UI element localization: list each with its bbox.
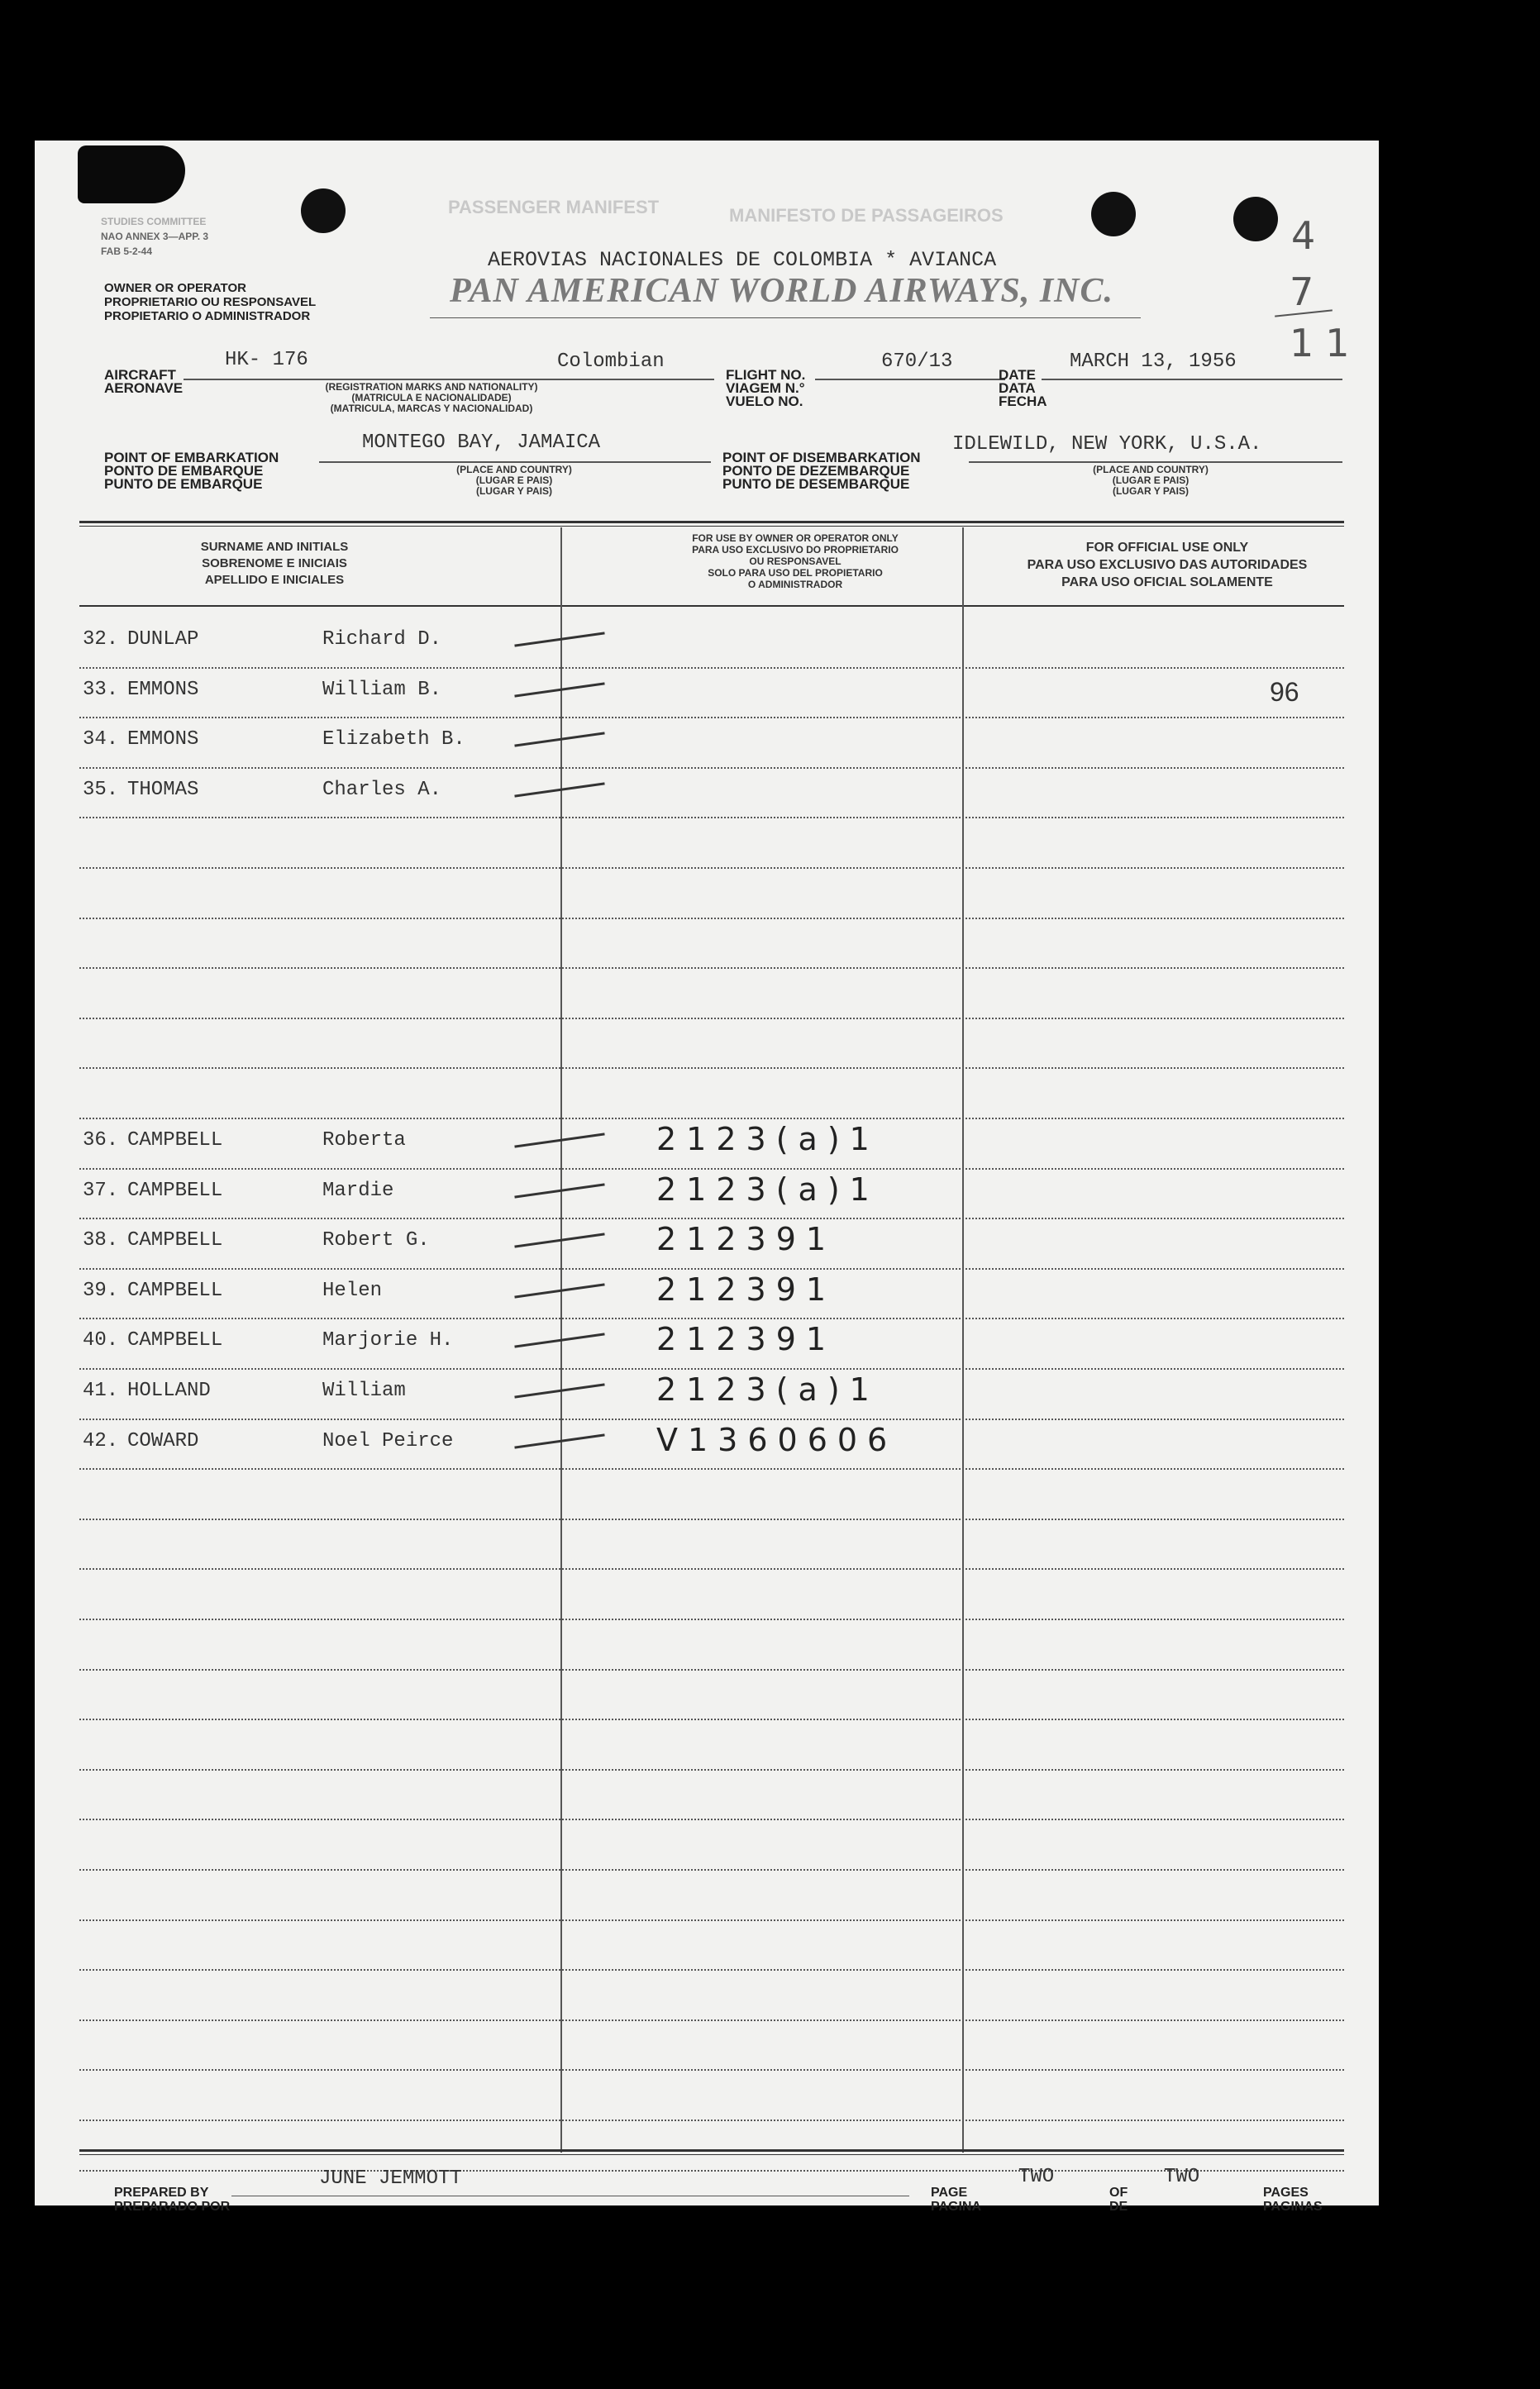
passenger-given-name: William B. xyxy=(322,679,442,701)
date-label: DATE DATA FECHA xyxy=(999,367,1047,409)
passenger-given-name: Charles A. xyxy=(322,779,442,801)
check-mark xyxy=(514,682,604,697)
col-header-names: SURNAME AND INITIALS SOBRENOME E INICIAIS APELLIDO E INICIALES xyxy=(200,540,349,587)
passenger-surname: DUNLAP xyxy=(127,628,199,651)
corner-mark: 4 xyxy=(1291,213,1326,258)
faded-title: MANIFESTO DE PASSAGEIROS xyxy=(729,205,1004,226)
operator-code: 2123(a)1 xyxy=(656,1371,880,1408)
table-bottom-rule-2 xyxy=(79,2154,1344,2155)
passenger-number: 37. xyxy=(83,1180,119,1202)
passenger-surname: THOMAS xyxy=(127,779,199,801)
passenger-number: 33. xyxy=(83,679,119,701)
ruled-line xyxy=(79,817,1344,818)
embarkation-label: POINT OF EMBARKATION PONTO DE EMBARQUE PUNTO DE EMBARQUE xyxy=(104,450,279,492)
page-label: PAGE PAGINA xyxy=(931,2186,982,2214)
aircraft-rule xyxy=(184,379,714,380)
ruled-line xyxy=(79,1568,1344,1570)
owner-label: OWNER OR OPERATOR PROPRIETARIO OU RESPONSAVEL PROPIETARIO O ADMINISTRADOR xyxy=(104,281,317,323)
ruled-line xyxy=(79,667,1344,669)
ruled-line xyxy=(79,918,1344,919)
pages-label: PAGES PAGINAS xyxy=(1263,2186,1323,2214)
col-header-official: FOR OFFICIAL USE ONLY PARA USO EXCLUSIVO DAS AUTORIDADES PARA USO OFICIAL SOLAMENTE xyxy=(1027,541,1308,589)
flight-number: 670/13 xyxy=(881,350,953,373)
passenger-given-name: Marjorie H. xyxy=(322,1329,454,1352)
corner-mark: 7 xyxy=(1290,269,1324,314)
ruled-line xyxy=(79,2120,1344,2121)
operator-code: 2123(a)1 xyxy=(656,1171,880,1208)
operator-code: 212391 xyxy=(656,1221,837,1257)
check-mark xyxy=(514,1283,604,1298)
table-top-rule xyxy=(79,521,1344,523)
official-mark: 96 xyxy=(1270,677,1299,707)
passenger-given-name: Elizabeth B. xyxy=(322,728,465,751)
check-mark xyxy=(514,1133,604,1147)
committee-line: FAB 5-2-44 xyxy=(101,246,153,257)
corner-mark: 11 xyxy=(1290,321,1361,365)
registration-caption: (REGISTRATION MARKS AND NATIONALITY) (MATRICULA E NACIONALIDADE) (MATRICULA, MARCAS Y NACIONALIDAD) xyxy=(325,381,538,414)
date-rule xyxy=(1042,379,1342,380)
disembarkation-rule xyxy=(969,461,1342,463)
ruled-line xyxy=(79,2170,1344,2172)
committee-line: STUDIES COMMITTEE xyxy=(101,216,207,227)
torn-corner xyxy=(78,145,185,203)
passenger-given-name: Helen xyxy=(322,1280,383,1302)
ruled-line xyxy=(79,1067,1344,1069)
table-top-rule-2 xyxy=(79,526,1344,527)
ruled-line xyxy=(79,1969,1344,1971)
table-bottom-rule xyxy=(79,2149,1344,2152)
operator-code: V1360606 xyxy=(656,1422,898,1458)
passenger-surname: HOLLAND xyxy=(127,1380,211,1402)
operator-code: 212391 xyxy=(656,1271,837,1308)
passenger-given-name: Robert G. xyxy=(322,1229,430,1252)
passenger-surname: CAMPBELL xyxy=(127,1280,223,1302)
check-mark xyxy=(514,1233,604,1247)
check-mark xyxy=(514,632,604,646)
owner-rule xyxy=(430,317,1141,318)
passenger-number: 34. xyxy=(83,728,119,751)
ruled-line xyxy=(79,967,1344,969)
passenger-surname: CAMPBELL xyxy=(127,1180,223,1202)
check-mark xyxy=(514,1183,604,1198)
punch-hole xyxy=(1233,197,1278,241)
ruled-line xyxy=(79,1669,1344,1671)
check-mark xyxy=(514,1433,604,1448)
ruled-line xyxy=(79,1468,1344,1470)
ruled-line xyxy=(79,1218,1344,1219)
header-bottom-rule xyxy=(79,605,1344,607)
check-mark xyxy=(514,1383,604,1398)
ruled-line xyxy=(79,1168,1344,1170)
manifest-sheet xyxy=(35,141,1379,2214)
ruled-line xyxy=(79,1419,1344,1420)
disembarkation-label: POINT OF DISEMBARKATION PONTO DE DEZEMBARQUE PUNTO DE DESEMBARQUE xyxy=(722,450,921,492)
passenger-surname: EMMONS xyxy=(127,728,199,751)
ruled-line xyxy=(79,867,1344,869)
passenger-surname: CAMPBELL xyxy=(127,1329,223,1352)
flight-date: MARCH 13, 1956 xyxy=(1070,350,1237,373)
passenger-number: 41. xyxy=(83,1380,119,1402)
prepared-by: JUNE JEMMOTT xyxy=(319,2167,462,2190)
ruled-line xyxy=(79,2019,1344,2021)
passenger-number: 39. xyxy=(83,1280,119,1302)
passenger-given-name: Richard D. xyxy=(322,628,442,651)
aircraft-registration: HK- 176 xyxy=(225,349,308,371)
passenger-number: 32. xyxy=(83,628,119,651)
ruled-line xyxy=(79,2069,1344,2071)
ruled-line xyxy=(79,1268,1344,1270)
punch-hole xyxy=(301,188,346,233)
aircraft-label: AIRCRAFT AERONAVE xyxy=(104,367,184,396)
ruled-line xyxy=(79,1869,1344,1871)
prepared-label: PREPARED BY PREPARADO POR xyxy=(114,2186,231,2214)
passenger-number: 40. xyxy=(83,1329,119,1352)
flight-rule xyxy=(815,379,1005,380)
ruled-line xyxy=(79,1519,1344,1520)
passenger-given-name: William xyxy=(322,1380,406,1402)
ruled-line xyxy=(79,717,1344,718)
passenger-given-name: Roberta xyxy=(322,1129,406,1152)
check-mark xyxy=(514,782,604,797)
page-number: TWO xyxy=(1018,2166,1055,2188)
passenger-given-name: Mardie xyxy=(322,1180,394,1202)
embarkation-rule xyxy=(319,461,711,463)
check-mark xyxy=(514,1333,604,1347)
page-total: TWO xyxy=(1164,2166,1200,2188)
ruled-line xyxy=(79,1118,1344,1119)
operator-code: 2123(a)1 xyxy=(656,1121,880,1157)
column-divider xyxy=(962,527,964,2153)
ruled-line xyxy=(79,1018,1344,1019)
passenger-number: 38. xyxy=(83,1229,119,1252)
col-header-operator: FOR USE BY OWNER OR OPERATOR ONLY PARA USO EXCLUSIVO DO PROPRIETARIO OU RESPONSAVEL SOLO PARA USO DEL PROPIETARIO O ADMINISTRADOR xyxy=(692,532,899,590)
passenger-number: 35. xyxy=(83,779,119,801)
passenger-number: 36. xyxy=(83,1129,119,1152)
passenger-surname: COWARD xyxy=(127,1430,199,1452)
passenger-number: 42. xyxy=(83,1430,119,1452)
embarkation-caption: (PLACE AND COUNTRY) (LUGAR E PAIS) (LUGAR Y PAIS) xyxy=(456,464,572,497)
of-label: OF DE xyxy=(1109,2186,1128,2214)
disembarkation-point: IDLEWILD, NEW YORK, U.S.A. xyxy=(952,433,1262,455)
faded-title: PASSENGER MANIFEST xyxy=(448,197,660,217)
passenger-given-name: Noel Peirce xyxy=(322,1430,454,1452)
airline-line: AEROVIAS NACIONALES DE COLOMBIA * AVIANCA xyxy=(488,248,997,272)
operator-imprint: PAN AMERICAN WORLD AIRWAYS, INC. xyxy=(450,272,1114,310)
check-mark xyxy=(514,732,604,746)
passenger-surname: EMMONS xyxy=(127,679,199,701)
operator-code: 212391 xyxy=(656,1321,837,1357)
embarkation-point: MONTEGO BAY, JAMAICA xyxy=(362,432,601,454)
ruled-line xyxy=(79,1368,1344,1370)
aircraft-nationality: Colombian xyxy=(557,350,665,373)
flight-label: FLIGHT NO. VIAGEM N.° VUELO NO. xyxy=(726,367,806,409)
ruled-line xyxy=(79,767,1344,769)
ruled-line xyxy=(79,1619,1344,1620)
ruled-line xyxy=(79,1318,1344,1319)
ruled-line xyxy=(79,1919,1344,1921)
punch-hole xyxy=(1091,192,1136,236)
passenger-surname: CAMPBELL xyxy=(127,1229,223,1252)
disembarkation-caption: (PLACE AND COUNTRY) (LUGAR E PAIS) (LUGAR Y PAIS) xyxy=(1093,464,1209,497)
ruled-line xyxy=(79,1719,1344,1720)
passenger-surname: CAMPBELL xyxy=(127,1129,223,1152)
committee-line: NAO ANNEX 3—APP. 3 xyxy=(101,231,209,242)
ruled-line xyxy=(79,1769,1344,1771)
ruled-line xyxy=(79,1819,1344,1820)
